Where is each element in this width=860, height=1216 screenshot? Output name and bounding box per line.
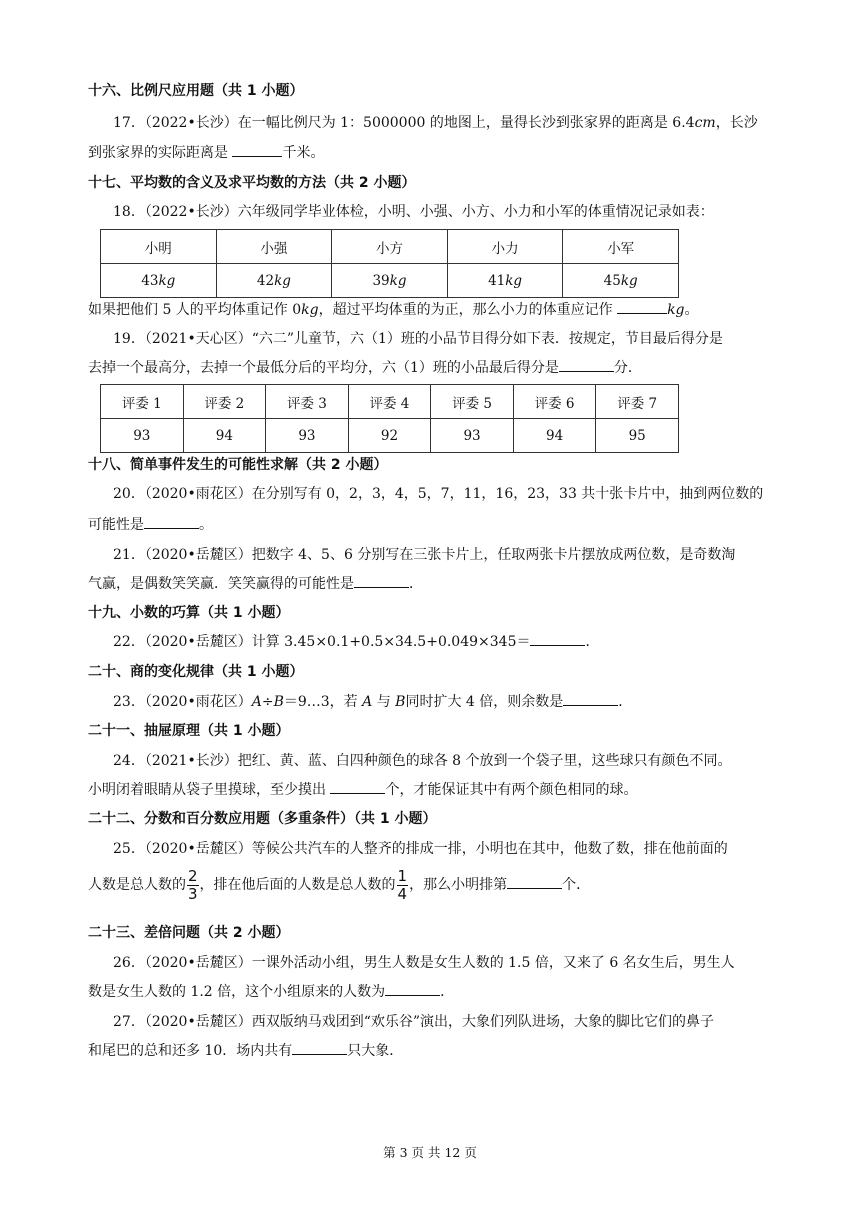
answer-blank-27[interactable] — [292, 1040, 347, 1055]
table-cell: 评委 1 — [101, 385, 184, 419]
question-20-line-2: 可能性是 。 — [88, 514, 788, 536]
question-25-line-2: 人数是总人数的 $\frac{2}{3}$ ，排在他后面的人数是总人数的 $\frac{1}{4}$ ，那么小明排第 个． — [88, 866, 591, 903]
table-cell: 小力 — [447, 230, 563, 264]
answer-blank-19[interactable] — [559, 357, 614, 372]
table-cell: 评委 3 — [266, 385, 349, 419]
question-25-line-1: 25．（2020•岳麓区）等候公共汽车的人整齐的排成一排，小明也在其中，他数了数，排在他前面的 — [113, 841, 728, 857]
table-cell: 94 — [183, 419, 266, 453]
answer-blank-17[interactable] — [232, 142, 282, 157]
table-cell: 评委 2 — [183, 385, 266, 419]
answer-blank-21[interactable] — [354, 573, 409, 588]
table-cell: 93 — [266, 419, 349, 453]
judge-table-value-row — [101, 419, 679, 453]
answer-blank-22[interactable] — [530, 631, 585, 646]
table-cell: 43kg — [101, 264, 217, 298]
weight-table-header-row — [101, 230, 679, 264]
answer-blank-20[interactable] — [144, 514, 199, 529]
table-cell: 小强 — [216, 230, 332, 264]
table-cell: 45kg — [563, 264, 679, 298]
answer-blank-23[interactable] — [563, 691, 618, 706]
question-18-line-2: 如果把他们 5 人的平均体重记作 0kg，超过平均体重的为正，那么小力的体重应记作 kg。 — [88, 299, 788, 321]
table-cell: 小明 — [101, 230, 217, 264]
answer-blank-24[interactable] — [330, 779, 385, 794]
question-19-line-1: 19．（2021•天心区）“六二”儿童节，六（1）班的小品节目得分如下表．按规定，节目最后得分是 — [113, 331, 723, 347]
section-20-heading: 二十、商的变化规律（共 1 小题） — [88, 664, 304, 680]
table-cell: 评委 7 — [596, 385, 679, 419]
table-cell: 95 — [596, 419, 679, 453]
section-17-heading: 十七、平均数的含义及求平均数的方法（共 2 小题） — [88, 175, 416, 191]
section-18-heading: 十八、简单事件发生的可能性求解（共 2 小题） — [88, 457, 388, 473]
section-16-heading: 十六、比例尺应用题（共 1 小题） — [88, 83, 304, 99]
table-cell: 39kg — [332, 264, 448, 298]
question-20-line-1: 20．（2020•雨花区）在分别写有 0，2，3，4，5，7，11，16，23，33 共十张卡片中，抽到两位数的 — [113, 486, 764, 502]
judge-table-header-row — [101, 385, 679, 419]
answer-blank-26[interactable] — [385, 981, 440, 996]
section-19-heading: 十九、小数的巧算（共 1 小题） — [88, 605, 290, 621]
weight-table-value-row — [101, 264, 679, 298]
question-24-line-1: 24．（2021•长沙）把红、黄、蓝、白四种颜色的球各 8 个放到一个袋子里，这些球只有颜色不同。 — [113, 753, 732, 769]
table-cell: 小方 — [332, 230, 448, 264]
section-23-heading: 二十三、差倍问题（共 2 小题） — [88, 925, 290, 941]
section-22-heading: 二十二、分数和百分数应用题（多重条件）（共 1 小题） — [88, 811, 437, 827]
question-23-line-1: 23．（2020•雨花区）A÷B＝9…3，若 A 与 B同时扩大 4 倍，则余数是 ． — [113, 691, 813, 713]
judge-score-table — [100, 384, 679, 453]
weight-table — [100, 229, 679, 298]
question-21-line-2: 气赢，是偶数笑笑赢．笑笑赢得的可能性是 ． — [88, 573, 788, 595]
table-cell: 41kg — [447, 264, 563, 298]
table-cell: 93 — [431, 419, 514, 453]
table-cell: 小军 — [563, 230, 679, 264]
table-cell: 42kg — [216, 264, 332, 298]
question-17-line-2: 到张家界的实际距离是 千米。 — [88, 142, 788, 164]
table-cell: 评委 4 — [348, 385, 431, 419]
table-cell: 92 — [348, 419, 431, 453]
question-17-line-1: 17．（2022•长沙）在一幅比例尺为 1：5000000 的地图上，量得长沙到张家界的距离是 6.4cm，长沙 — [113, 115, 758, 131]
fraction-one-quarter: $\frac{1}{4}$ — [397, 866, 408, 903]
question-26-line-2: 数是女生人数的 1.2 倍，这个小组原来的人数为 ． — [88, 981, 788, 1003]
question-18-line-1: 18．（2022•长沙）六年级同学毕业体检，小明、小强、小方、小力和小军的体重情况记录如表： — [113, 204, 714, 220]
question-21-line-1: 21．（2020•岳麓区）把数字 4、5、6 分别写在三张卡片上，任取两张卡片摆放成两位数，是奇数淘 — [113, 547, 736, 563]
table-cell: 评委 6 — [513, 385, 596, 419]
question-27-line-1: 27．（2020•岳麓区）西双版纳马戏团到“欢乐谷”演出，大象们列队进场，大象的脚比它们的鼻子 — [113, 1014, 715, 1030]
question-27-line-2: 和尾巴的总和还多 10．场内共有 只大象． — [88, 1040, 788, 1062]
question-19-line-2: 去掉一个最高分，去掉一个最低分后的平均分，六（1）班的小品最后得分是 分． — [88, 357, 788, 379]
question-24-line-2: 小明闭着眼睛从袋子里摸球，至少摸出 个，才能保证其中有两个颜色相同的球。 — [88, 779, 788, 801]
page-footer: 第 3 页 共 12 页 — [383, 1145, 477, 1160]
table-cell: 93 — [101, 419, 184, 453]
question-22-line-1: 22．（2020•岳麓区）计算 3.45×0.1+0.5×34.5+0.049×345＝ ． — [113, 631, 813, 653]
fraction-two-thirds: $\frac{2}{3}$ — [188, 866, 198, 903]
answer-blank-25[interactable] — [507, 874, 562, 889]
answer-blank-18[interactable] — [617, 299, 667, 314]
table-cell: 94 — [513, 419, 596, 453]
section-21-heading: 二十一、抽屉原理（共 1 小题） — [88, 723, 290, 739]
question-26-line-1: 26．（2020•岳麓区）一课外活动小组，男生人数是女生人数的 1.5 倍，又来了 6 名女生后，男生人 — [113, 955, 735, 971]
table-cell: 评委 5 — [431, 385, 514, 419]
